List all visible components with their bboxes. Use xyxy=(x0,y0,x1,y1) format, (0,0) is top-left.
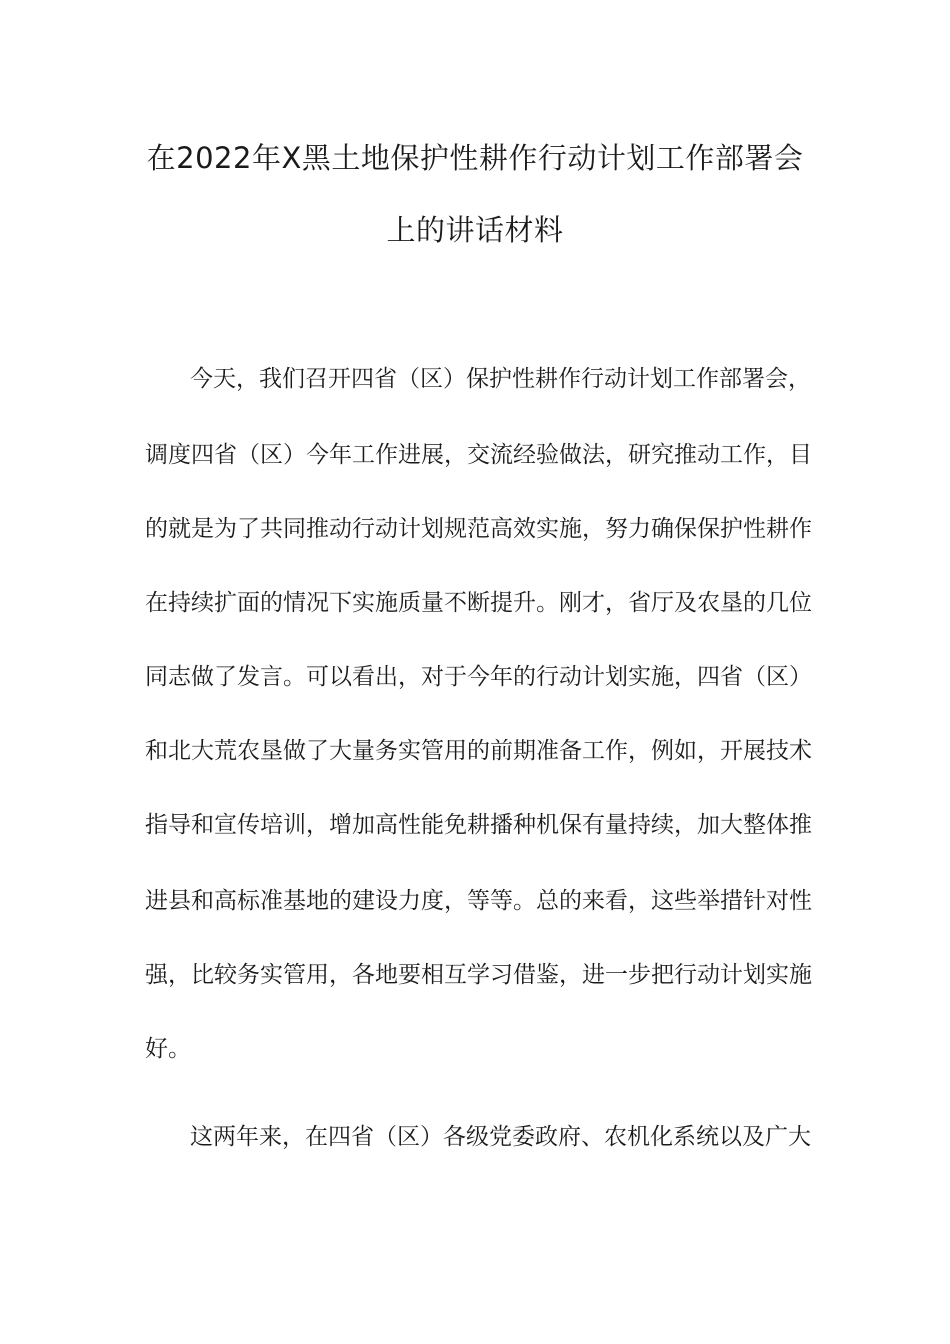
paragraph-line: 和北大荒农垦做了大量务实管用的前期准备工作，例如，开展技术 xyxy=(145,738,812,764)
paragraph-line: 好。 xyxy=(145,1036,191,1062)
paragraph-line: 进县和高标准基地的建设力度，等等。总的来看，这些举措针对性 xyxy=(145,888,812,914)
paragraph-line: 这两年来，在四省（区）各级党委政府、农机化系统以及广大 xyxy=(190,1124,811,1150)
document-title-line-1: 在2022年X黑土地保护性耕作行动计划工作部署会 xyxy=(146,141,804,175)
paragraph-line: 强，比较务实管用，各地要相互学习借鉴，进一步把行动计划实施 xyxy=(145,962,812,988)
paragraph-line: 的就是为了共同推动行动计划规范高效实施，努力确保保护性耕作 xyxy=(145,516,812,542)
paragraph-line: 同志做了发言。可以看出，对于今年的行动计划实施，四省（区） xyxy=(145,664,812,690)
paragraph-line: 在持续扩面的情况下实施质量不断提升。刚才，省厅及农垦的几位 xyxy=(145,590,812,616)
paragraph-line: 调度四省（区）今年工作进展，交流经验做法，研究推动工作，目 xyxy=(145,442,812,468)
paragraph-line: 今天，我们召开四省（区）保护性耕作行动计划工作部署会， xyxy=(190,366,811,392)
document-title-line-2: 上的讲话材料 xyxy=(386,213,564,247)
paragraph-line: 指导和宣传培训，增加高性能免耕播种机保有量持续，加大整体推 xyxy=(145,812,812,838)
